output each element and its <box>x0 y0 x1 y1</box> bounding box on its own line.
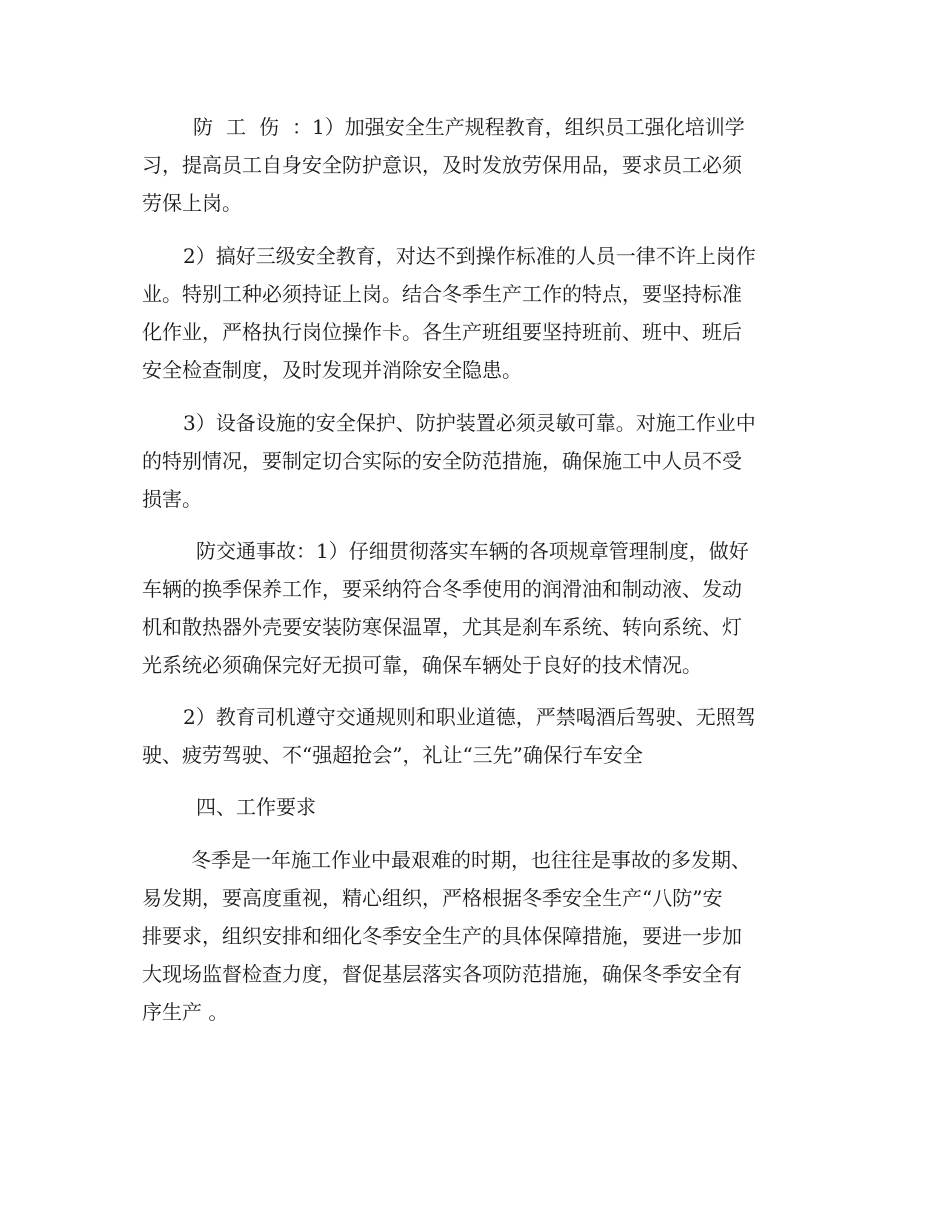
text-line: 2）搞好三级安全教育，对达不到操作标准的人员一律不许上岗作 <box>183 244 756 268</box>
text-line: 防交通事故：1）仔细贯彻落实车辆的各项规章管理制度，做好 <box>196 539 749 563</box>
section-label: 防工伤 <box>193 115 292 139</box>
text-line: 序生产 。 <box>142 1000 229 1024</box>
text-line: 车辆的换季保养工作，要采纳符合冬季使用的润滑油和制动液、发动 <box>142 577 742 601</box>
text-line: 防工伤：1）加强安全生产规程教育，组织员工强化培训学 <box>193 115 745 139</box>
text-line: 排要求，组织安排和细化冬季安全生产的具体保障措施，要进一步加 <box>142 924 742 948</box>
text-line: 3）设备设施的安全保护、防护装置必须灵敏可靠。对施工作业中 <box>183 411 756 435</box>
text-line: 光系统必须确保完好无损可靠，确保车辆处于良好的技术情况。 <box>142 653 702 677</box>
text-line: 易发期，要高度重视，精心组织，严格根据冬季安全生产“八防”安 <box>142 886 723 910</box>
text-line: 大现场监督检查力度，督促基层落实各项防范措施，确保冬季安全有 <box>142 962 742 986</box>
text-line: 冬季是一年施工作业中最艰难的时期，也往往是事故的多发期、 <box>191 848 751 872</box>
text-line: 劳保上岗。 <box>142 191 242 215</box>
text-line: 2）教育司机遵守交通规则和职业道德，严禁喝酒后驾驶、无照驾 <box>183 705 756 729</box>
text-line: 化作业，严格执行岗位操作卡。各生产班组要坚持班前、班中、班后 <box>142 320 742 344</box>
text-line: 的特别情况，要制定切合实际的安全防范措施，确保施工中人员不受 <box>142 449 742 473</box>
heading-text: 四、工作要求 <box>196 795 316 819</box>
text-line: 驶、疲劳驾驶、不“强超抢会”，礼让“三先”确保行车安全 <box>142 743 643 767</box>
text-line: 习，提高员工自身安全防护意识，及时发放劳保用品，要求员工必须 <box>142 153 742 177</box>
text-line: 业。特别工种必须持证上岗。结合冬季生产工作的特点，要坚持标准 <box>142 282 742 306</box>
text-line: 安全检查制度，及时发现并消除安全隐患。 <box>142 358 522 382</box>
text-line: 机和散热器外壳要安装防寒保温罩，尤其是刹车系统、转向系统、灯 <box>142 615 742 639</box>
text-line: 损害。 <box>142 487 202 511</box>
